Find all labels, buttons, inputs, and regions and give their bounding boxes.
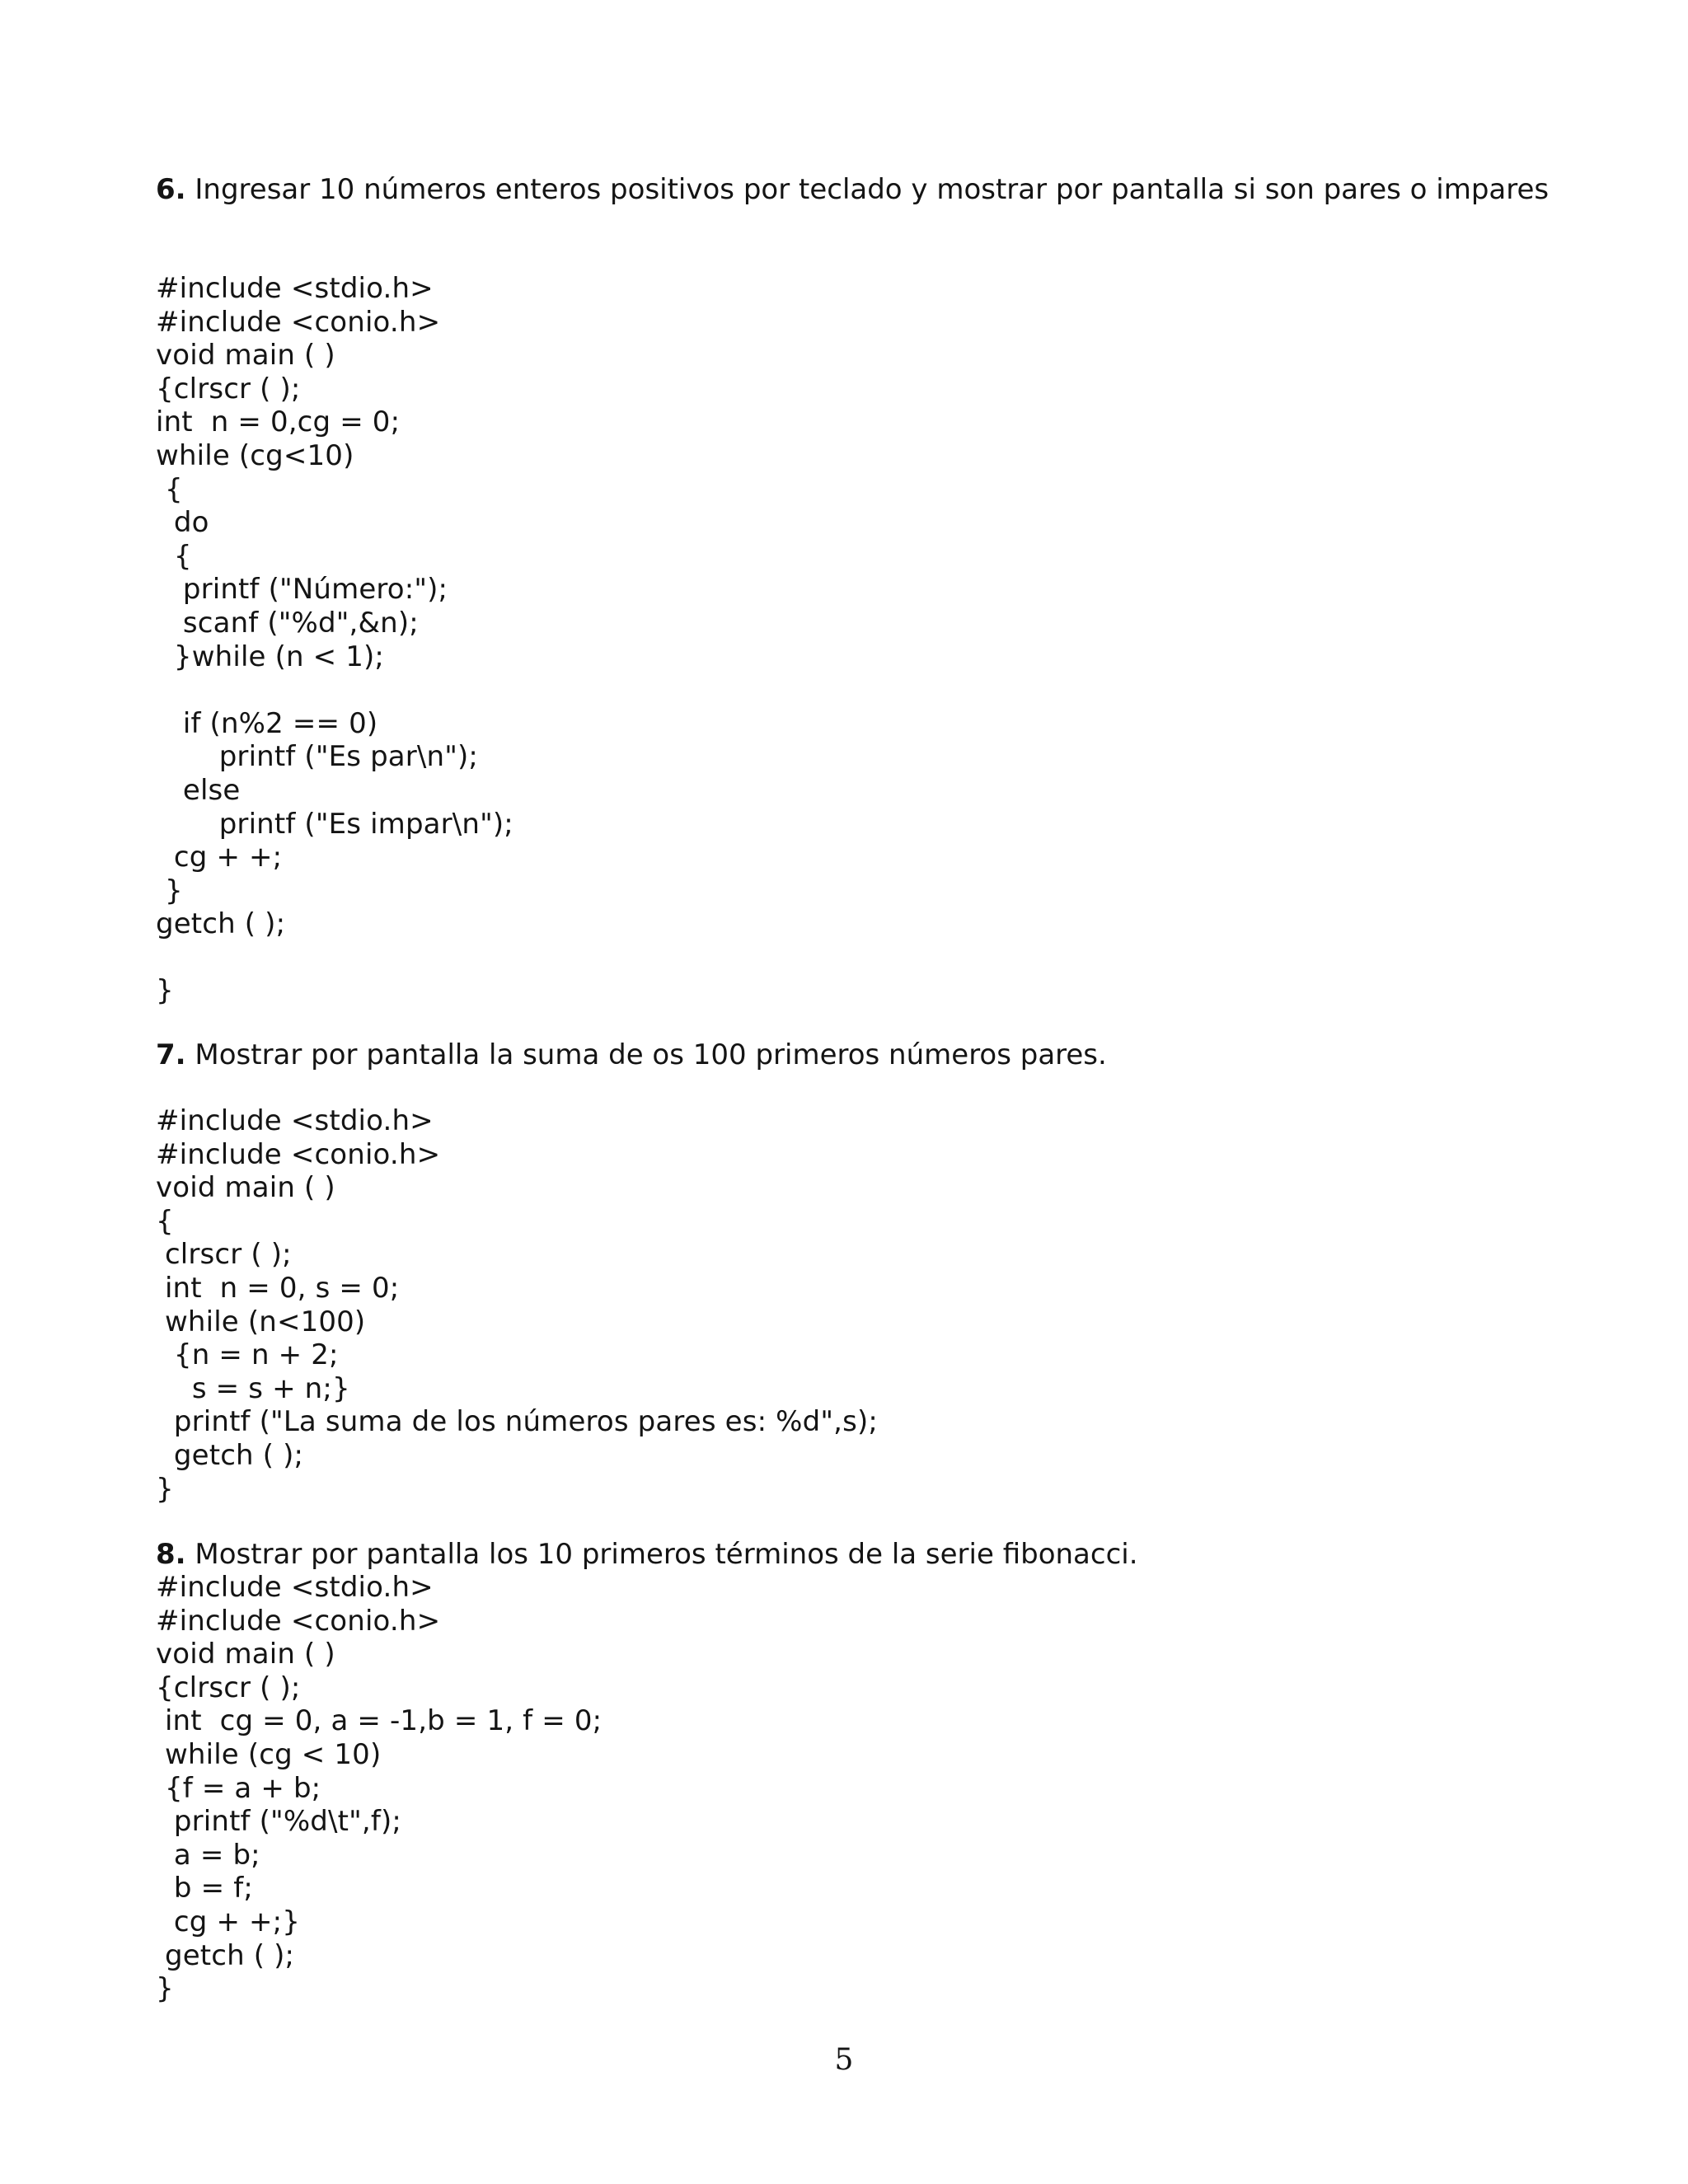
code-line: } xyxy=(156,974,174,1008)
question-6-heading xyxy=(156,173,1557,207)
code-line: s = s + n;} xyxy=(156,1371,350,1405)
code-line xyxy=(156,941,1557,975)
code-line: int n = 0, s = 0; xyxy=(156,1271,400,1305)
code-line: printf ("Es par\n"); xyxy=(156,740,479,774)
code-line: printf ("Es impar\n"); xyxy=(156,807,513,841)
code-line: int cg = 0, a = -1,b = 1, f = 0; xyxy=(156,1704,603,1738)
question-8-code xyxy=(156,1571,1557,2006)
code-line: { xyxy=(156,472,183,506)
code-line: } xyxy=(156,1972,174,2006)
code-line: #include <conio.h> xyxy=(156,1604,441,1638)
code-line: a = b; xyxy=(156,1838,260,1872)
question-text: Ingresar 10 números enteros positivos por teclado y mostrar por pantalla si son pares o impares xyxy=(185,173,1550,206)
code-line: {clrscr ( ); xyxy=(156,372,301,405)
question-text: Mostrar por pantalla los 10 primeros términos de la serie fibonacci. xyxy=(185,1538,1138,1571)
code-line: void main ( ) xyxy=(156,1638,335,1671)
code-line: else xyxy=(156,773,241,807)
question-7-code xyxy=(156,1104,1557,1506)
code-line: printf ("%d\t",f); xyxy=(156,1805,401,1839)
code-line: printf ("La suma de los números pares es: %d",s); xyxy=(156,1405,878,1439)
code-line: getch ( ); xyxy=(156,1438,304,1472)
question-number: 6. xyxy=(156,173,186,206)
code-line: #include <stdio.h> xyxy=(156,272,434,305)
question-8-heading xyxy=(156,1538,1557,1572)
code-line: #include <stdio.h> xyxy=(156,1104,434,1137)
code-line: clrscr ( ); xyxy=(156,1238,292,1272)
code-line: {clrscr ( ); xyxy=(156,1671,301,1704)
code-line: do xyxy=(156,506,209,540)
code-line: #include <stdio.h> xyxy=(156,1571,434,1604)
code-line: void main ( ) xyxy=(156,1171,335,1205)
question-heading xyxy=(156,173,1557,207)
code-line: if (n%2 == 0) xyxy=(156,706,378,740)
question-number: 8. xyxy=(156,1538,186,1571)
code-line: { xyxy=(156,539,192,573)
code-line: {n = n + 2; xyxy=(156,1338,339,1372)
page-number: 5 xyxy=(834,2043,854,2077)
code-line: } xyxy=(156,1472,174,1506)
code-line: #include <conio.h> xyxy=(156,1137,441,1171)
code-line: while (n<100) xyxy=(156,1305,366,1338)
code-line: } xyxy=(156,874,183,907)
question-heading xyxy=(156,1038,1557,1072)
question-6-code xyxy=(156,272,1557,1008)
code-line: cg + +; xyxy=(156,841,283,874)
question-heading xyxy=(156,1538,1557,1572)
code-line: getch ( ); xyxy=(156,907,286,941)
code-line: b = f; xyxy=(156,1872,253,1905)
code-line xyxy=(156,673,1557,707)
code-line: printf ("Número:"); xyxy=(156,573,448,607)
code-line: {f = a + b; xyxy=(156,1771,321,1805)
code-line: int n = 0,cg = 0; xyxy=(156,405,401,439)
code-line: scanf ("%d",&n); xyxy=(156,606,419,640)
question-7-heading xyxy=(156,1038,1557,1072)
code-line: cg + +;} xyxy=(156,1905,301,1938)
code-line: { xyxy=(156,1204,174,1238)
code-line: void main ( ) xyxy=(156,339,335,373)
code-line: getch ( ); xyxy=(156,1938,295,1972)
code-line: while (cg < 10) xyxy=(156,1737,382,1771)
code-line: while (cg<10) xyxy=(156,438,354,472)
code-line: #include <conio.h> xyxy=(156,305,441,339)
question-number: 7. xyxy=(156,1038,186,1071)
question-text: Mostrar por pantalla la suma de os 100 primeros números pares. xyxy=(185,1038,1107,1071)
code-line: }while (n < 1); xyxy=(156,640,385,673)
